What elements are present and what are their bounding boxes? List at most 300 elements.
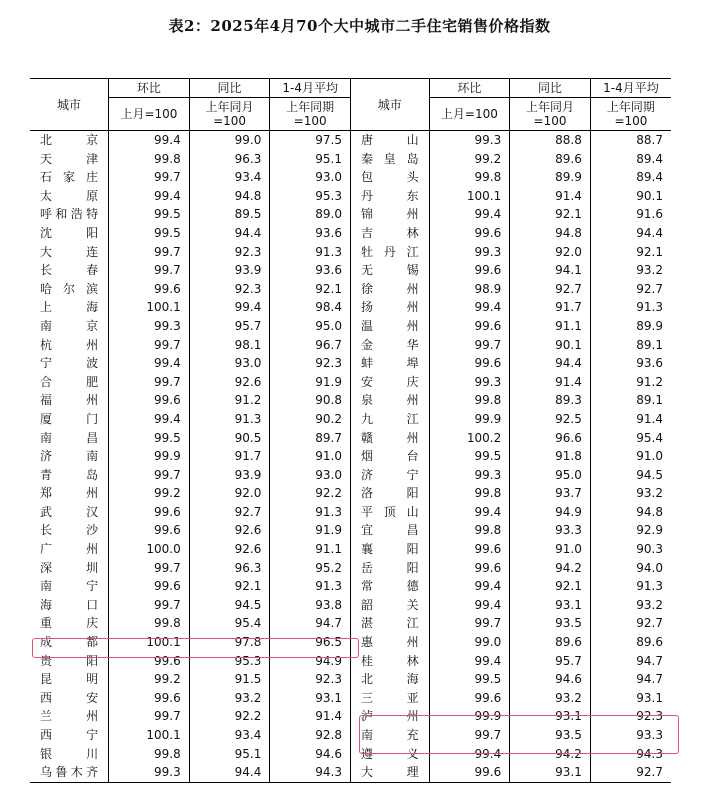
city-cell: 常德 xyxy=(350,577,429,596)
mom-cell: 99.4 xyxy=(109,187,190,206)
mom-cell: 99.7 xyxy=(109,559,190,578)
avg-header-left: 1-4月平均 xyxy=(270,79,351,98)
city-cell: 三亚 xyxy=(350,689,429,708)
table-row xyxy=(30,577,671,596)
city-cell: 牡丹江 xyxy=(350,243,429,262)
avg-cell: 94.0 xyxy=(590,559,671,578)
city-header-left: 城市 xyxy=(30,79,109,131)
city-cell: 贵阳 xyxy=(40,653,99,668)
avg-cell: 91.2 xyxy=(590,373,671,392)
mom-cell: 99.4 xyxy=(429,205,510,224)
yoy-cell: 92.7 xyxy=(510,280,591,299)
yoy-cell: 95.4 xyxy=(189,614,270,633)
city-cell: 深圳 xyxy=(40,560,99,575)
mom-cell: 99.6 xyxy=(109,689,190,708)
yoy-header-right: 同比 xyxy=(510,79,591,98)
avg-cell: 97.5 xyxy=(270,131,351,150)
city-cell: 长沙 xyxy=(40,523,99,538)
yoy-cell: 96.3 xyxy=(189,150,270,169)
mom-cell: 99.6 xyxy=(109,521,190,540)
table-row xyxy=(30,280,671,299)
city-cell: 银川 xyxy=(40,746,99,761)
mom-header-right: 环比 xyxy=(429,79,510,98)
yoy-cell: 90.5 xyxy=(189,429,270,448)
mom-cell: 100.1 xyxy=(109,726,190,745)
avg-cell: 94.5 xyxy=(590,466,671,485)
yoy-cell: 93.5 xyxy=(510,614,591,633)
yoy-cell: 95.1 xyxy=(189,745,270,764)
avg-cell: 93.0 xyxy=(270,168,351,187)
yoy-sub-left: 上年同月=100 xyxy=(189,98,270,131)
yoy-cell: 89.3 xyxy=(510,391,591,410)
city-cell: 南昌 xyxy=(40,430,99,445)
city-cell: 湛江 xyxy=(350,614,429,633)
yoy-cell: 96.6 xyxy=(510,429,591,448)
yoy-cell: 93.7 xyxy=(510,484,591,503)
table-row xyxy=(30,429,671,448)
yoy-cell: 94.2 xyxy=(510,559,591,578)
yoy-cell: 91.5 xyxy=(189,670,270,689)
city-cell: 北京 xyxy=(40,133,99,147)
yoy-sub-right: 上年同月=100 xyxy=(510,98,591,131)
avg-cell: 90.1 xyxy=(590,187,671,206)
yoy-cell: 93.4 xyxy=(189,168,270,187)
yoy-cell: 96.3 xyxy=(189,559,270,578)
yoy-cell: 94.8 xyxy=(510,224,591,243)
mom-cell: 99.6 xyxy=(429,689,510,708)
mom-cell: 100.2 xyxy=(429,429,510,448)
city-cell: 天津 xyxy=(40,151,99,166)
avg-cell: 93.1 xyxy=(270,689,351,708)
mom-cell: 99.8 xyxy=(429,168,510,187)
avg-cell: 94.8 xyxy=(590,503,671,522)
yoy-cell: 99.0 xyxy=(189,131,270,150)
yoy-cell: 93.5 xyxy=(510,726,591,745)
yoy-cell: 91.4 xyxy=(510,373,591,392)
city-cell: 温州 xyxy=(350,317,429,336)
avg-cell: 91.0 xyxy=(590,447,671,466)
city-cell: 昆明 xyxy=(40,672,99,687)
yoy-cell: 94.4 xyxy=(189,224,270,243)
city-cell: 郑州 xyxy=(40,486,99,501)
mom-cell: 99.7 xyxy=(429,614,510,633)
yoy-cell: 94.4 xyxy=(510,354,591,373)
city-cell: 重庆 xyxy=(40,616,99,631)
avg-cell: 89.1 xyxy=(590,336,671,355)
mom-cell: 99.6 xyxy=(109,503,190,522)
avg-cell: 92.1 xyxy=(590,243,671,262)
avg-cell: 92.7 xyxy=(590,763,671,782)
yoy-cell: 97.8 xyxy=(189,633,270,652)
yoy-cell: 92.6 xyxy=(189,540,270,559)
yoy-cell: 93.1 xyxy=(510,596,591,615)
city-cell: 乌鲁木齐 xyxy=(30,763,109,782)
mom-cell: 99.7 xyxy=(429,336,510,355)
mom-cell: 99.8 xyxy=(109,614,190,633)
yoy-cell: 92.5 xyxy=(510,410,591,429)
mom-cell: 99.6 xyxy=(429,763,510,782)
city-cell: 烟台 xyxy=(350,447,429,466)
yoy-cell: 93.0 xyxy=(189,354,270,373)
table-row xyxy=(30,391,671,410)
avg-cell: 91.3 xyxy=(270,243,351,262)
table-row xyxy=(30,540,671,559)
yoy-cell: 89.6 xyxy=(510,633,591,652)
mom-cell: 99.6 xyxy=(109,391,190,410)
mom-cell: 99.8 xyxy=(429,484,510,503)
yoy-cell: 91.3 xyxy=(189,410,270,429)
mom-cell: 99.7 xyxy=(429,726,510,745)
table-row xyxy=(30,336,671,355)
city-cell: 岳阳 xyxy=(350,559,429,578)
avg-cell: 89.6 xyxy=(590,633,671,652)
mom-cell: 100.1 xyxy=(109,633,190,652)
yoy-cell: 91.2 xyxy=(189,391,270,410)
mom-cell: 99.4 xyxy=(429,596,510,615)
city-cell: 长春 xyxy=(40,263,99,278)
city-cell: 赣州 xyxy=(350,429,429,448)
city-cell: 惠州 xyxy=(350,633,429,652)
city-cell: 无锡 xyxy=(350,261,429,280)
avg-cell: 92.8 xyxy=(270,726,351,745)
mom-cell: 99.7 xyxy=(109,707,190,726)
city-cell: 洛阳 xyxy=(350,484,429,503)
city-cell: 金华 xyxy=(350,336,429,355)
city-cell: 南宁 xyxy=(40,579,99,594)
table-row xyxy=(30,298,671,317)
yoy-cell: 94.1 xyxy=(510,261,591,280)
avg-cell: 93.3 xyxy=(590,726,671,745)
mom-cell: 99.6 xyxy=(429,224,510,243)
yoy-cell: 95.3 xyxy=(189,652,270,671)
avg-cell: 91.3 xyxy=(270,503,351,522)
yoy-cell: 89.9 xyxy=(510,168,591,187)
avg-cell: 88.7 xyxy=(590,131,671,150)
avg-cell: 95.3 xyxy=(270,187,351,206)
table-row xyxy=(30,763,671,782)
mom-cell: 100.1 xyxy=(429,187,510,206)
mom-cell: 99.4 xyxy=(109,354,190,373)
mom-cell: 99.9 xyxy=(429,410,510,429)
mom-cell: 99.3 xyxy=(109,317,190,336)
city-cell: 丹东 xyxy=(350,187,429,206)
table-row xyxy=(30,596,671,615)
yoy-cell: 92.2 xyxy=(189,707,270,726)
avg-cell: 92.7 xyxy=(590,614,671,633)
avg-cell: 92.7 xyxy=(590,280,671,299)
table-row xyxy=(30,633,671,652)
yoy-cell: 93.2 xyxy=(510,689,591,708)
table-row xyxy=(30,484,671,503)
mom-cell: 99.5 xyxy=(109,429,190,448)
mom-cell: 99.8 xyxy=(109,150,190,169)
yoy-cell: 98.1 xyxy=(189,336,270,355)
mom-cell: 99.4 xyxy=(109,131,190,150)
city-cell: 包头 xyxy=(350,168,429,187)
mom-cell: 99.9 xyxy=(429,707,510,726)
yoy-cell: 95.7 xyxy=(510,652,591,671)
mom-cell: 99.7 xyxy=(109,261,190,280)
mom-cell: 99.4 xyxy=(429,298,510,317)
city-cell: 扬州 xyxy=(350,298,429,317)
city-cell: 太原 xyxy=(40,188,99,203)
table-row xyxy=(30,652,671,671)
mom-cell: 100.1 xyxy=(109,298,190,317)
city-cell: 上海 xyxy=(40,300,99,315)
mom-cell: 99.2 xyxy=(109,670,190,689)
avg-cell: 93.2 xyxy=(590,261,671,280)
yoy-header-left: 同比 xyxy=(189,79,270,98)
avg-cell: 94.4 xyxy=(590,224,671,243)
avg-cell: 90.3 xyxy=(590,540,671,559)
mom-cell: 99.4 xyxy=(429,745,510,764)
mom-sub-right: 上月=100 xyxy=(429,98,510,131)
city-cell: 大连 xyxy=(40,244,99,259)
avg-cell: 89.7 xyxy=(270,429,351,448)
avg-cell: 93.2 xyxy=(590,596,671,615)
city-cell: 南充 xyxy=(350,726,429,745)
city-cell: 锦州 xyxy=(350,205,429,224)
table-row xyxy=(30,614,671,633)
table-row xyxy=(30,707,671,726)
mom-cell: 99.4 xyxy=(429,577,510,596)
table-row xyxy=(30,466,671,485)
city-cell: 福州 xyxy=(40,393,99,408)
yoy-cell: 92.6 xyxy=(189,521,270,540)
avg-cell: 95.0 xyxy=(270,317,351,336)
avg-cell: 93.8 xyxy=(270,596,351,615)
city-cell: 哈尔滨 xyxy=(40,281,99,296)
mom-cell: 99.5 xyxy=(429,447,510,466)
yoy-cell: 92.3 xyxy=(189,280,270,299)
table-row xyxy=(30,205,671,224)
city-cell: 武汉 xyxy=(40,504,99,519)
city-cell: 西安 xyxy=(40,690,99,705)
yoy-cell: 91.1 xyxy=(510,317,591,336)
yoy-cell: 93.1 xyxy=(510,707,591,726)
mom-cell: 99.6 xyxy=(109,577,190,596)
avg-cell: 94.7 xyxy=(590,652,671,671)
yoy-cell: 93.4 xyxy=(189,726,270,745)
mom-cell: 99.6 xyxy=(429,261,510,280)
yoy-cell: 90.1 xyxy=(510,336,591,355)
yoy-cell: 92.1 xyxy=(189,577,270,596)
avg-cell: 91.3 xyxy=(270,577,351,596)
avg-cell: 89.1 xyxy=(590,391,671,410)
yoy-cell: 88.8 xyxy=(510,131,591,150)
table-row xyxy=(30,410,671,429)
city-cell: 合肥 xyxy=(40,374,99,389)
city-cell: 西宁 xyxy=(40,728,99,742)
table-row xyxy=(30,224,671,243)
mom-sub-left: 上月=100 xyxy=(109,98,190,131)
yoy-cell: 91.0 xyxy=(510,540,591,559)
table-row xyxy=(30,354,671,373)
city-cell: 北海 xyxy=(350,670,429,689)
table-row xyxy=(30,670,671,689)
avg-cell: 95.4 xyxy=(590,429,671,448)
table-row xyxy=(30,521,671,540)
mom-cell: 99.3 xyxy=(429,466,510,485)
table-row xyxy=(30,150,671,169)
city-cell: 石家庄 xyxy=(40,170,99,185)
yoy-cell: 95.7 xyxy=(189,317,270,336)
city-cell: 海口 xyxy=(40,597,99,612)
avg-cell: 91.3 xyxy=(590,577,671,596)
yoy-cell: 89.5 xyxy=(189,205,270,224)
avg-cell: 90.2 xyxy=(270,410,351,429)
avg-cell: 93.6 xyxy=(590,354,671,373)
mom-cell: 99.7 xyxy=(109,596,190,615)
yoy-cell: 92.0 xyxy=(189,484,270,503)
mom-cell: 99.6 xyxy=(429,354,510,373)
mom-cell: 99.7 xyxy=(109,466,190,485)
mom-cell: 99.5 xyxy=(109,205,190,224)
avg-cell: 92.3 xyxy=(270,354,351,373)
city-cell: 平顶山 xyxy=(350,503,429,522)
avg-cell: 92.1 xyxy=(270,280,351,299)
avg-cell: 94.3 xyxy=(590,745,671,764)
mom-cell: 99.4 xyxy=(109,410,190,429)
avg-cell: 93.1 xyxy=(590,689,671,708)
city-cell: 杭州 xyxy=(40,337,99,352)
mom-cell: 99.6 xyxy=(109,652,190,671)
mom-cell: 99.7 xyxy=(109,168,190,187)
avg-cell: 94.9 xyxy=(270,652,351,671)
avg-cell: 89.0 xyxy=(270,205,351,224)
avg-cell: 96.5 xyxy=(270,633,351,652)
yoy-cell: 91.4 xyxy=(510,187,591,206)
table-row xyxy=(30,187,671,206)
mom-cell: 99.5 xyxy=(429,670,510,689)
avg-cell: 95.1 xyxy=(270,150,351,169)
yoy-cell: 93.1 xyxy=(510,763,591,782)
avg-cell: 92.9 xyxy=(590,521,671,540)
city-header-right: 城市 xyxy=(350,79,429,131)
yoy-cell: 95.0 xyxy=(510,466,591,485)
avg-cell: 98.4 xyxy=(270,298,351,317)
avg-cell: 89.9 xyxy=(590,317,671,336)
avg-header-right: 1-4月平均 xyxy=(590,79,671,98)
mom-cell: 99.2 xyxy=(109,484,190,503)
table-row xyxy=(30,689,671,708)
mom-cell: 99.8 xyxy=(109,745,190,764)
city-cell: 遵义 xyxy=(350,745,429,764)
table-row xyxy=(30,726,671,745)
avg-cell: 91.4 xyxy=(270,707,351,726)
avg-cell: 92.2 xyxy=(270,484,351,503)
table-row xyxy=(30,168,671,187)
yoy-cell: 93.3 xyxy=(510,521,591,540)
table-row xyxy=(30,373,671,392)
yoy-cell: 92.7 xyxy=(189,503,270,522)
mom-cell: 99.3 xyxy=(429,373,510,392)
yoy-cell: 92.0 xyxy=(510,243,591,262)
city-cell: 广州 xyxy=(40,542,99,557)
yoy-cell: 91.7 xyxy=(189,447,270,466)
mom-cell: 99.4 xyxy=(429,652,510,671)
avg-cell: 93.2 xyxy=(590,484,671,503)
yoy-cell: 94.6 xyxy=(510,670,591,689)
table-row xyxy=(30,447,671,466)
city-cell: 宁波 xyxy=(40,356,99,371)
avg-cell: 91.4 xyxy=(590,410,671,429)
city-cell: 沈阳 xyxy=(40,225,99,240)
mom-cell: 99.4 xyxy=(429,503,510,522)
yoy-cell: 92.1 xyxy=(510,205,591,224)
avg-cell: 91.6 xyxy=(590,205,671,224)
avg-cell: 93.6 xyxy=(270,261,351,280)
yoy-cell: 94.5 xyxy=(189,596,270,615)
avg-cell: 91.1 xyxy=(270,540,351,559)
mom-cell: 99.3 xyxy=(429,131,510,150)
city-cell: 韶关 xyxy=(350,596,429,615)
table-row xyxy=(30,503,671,522)
mom-cell: 99.9 xyxy=(109,447,190,466)
city-cell: 青岛 xyxy=(40,467,99,482)
mom-cell: 99.7 xyxy=(109,373,190,392)
yoy-cell: 94.8 xyxy=(189,187,270,206)
avg-cell: 91.3 xyxy=(590,298,671,317)
mom-cell: 98.9 xyxy=(429,280,510,299)
mom-cell: 99.8 xyxy=(429,521,510,540)
avg-cell: 94.3 xyxy=(270,763,351,782)
yoy-cell: 91.8 xyxy=(510,447,591,466)
city-cell: 济南 xyxy=(40,449,99,464)
city-cell: 徐州 xyxy=(350,280,429,299)
mom-cell: 99.8 xyxy=(429,391,510,410)
mom-cell: 99.3 xyxy=(109,763,190,782)
avg-cell: 91.0 xyxy=(270,447,351,466)
city-cell: 宜昌 xyxy=(350,521,429,540)
mom-cell: 99.6 xyxy=(429,317,510,336)
yoy-cell: 93.2 xyxy=(189,689,270,708)
table-row xyxy=(30,131,671,150)
avg-cell: 94.6 xyxy=(270,745,351,764)
avg-cell: 89.4 xyxy=(590,168,671,187)
city-cell: 厦门 xyxy=(40,411,99,426)
table-row xyxy=(30,243,671,262)
yoy-cell: 94.9 xyxy=(510,503,591,522)
table-row xyxy=(30,745,671,764)
avg-cell: 89.4 xyxy=(590,150,671,169)
avg-cell: 96.7 xyxy=(270,336,351,355)
mom-cell: 99.5 xyxy=(109,224,190,243)
avg-cell: 91.9 xyxy=(270,521,351,540)
city-cell: 泸州 xyxy=(350,707,429,726)
mom-cell: 99.2 xyxy=(429,150,510,169)
table-row xyxy=(30,559,671,578)
avg-cell: 93.6 xyxy=(270,224,351,243)
table-title: 表2：2025年4月70个大中城市二手住宅销售价格指数 xyxy=(168,17,551,35)
mom-cell: 99.0 xyxy=(429,633,510,652)
city-cell: 吉林 xyxy=(350,224,429,243)
city-cell: 桂林 xyxy=(350,652,429,671)
yoy-cell: 99.4 xyxy=(189,298,270,317)
table-row xyxy=(30,317,671,336)
city-cell: 泉州 xyxy=(350,391,429,410)
city-cell: 九江 xyxy=(350,410,429,429)
yoy-cell: 89.6 xyxy=(510,150,591,169)
avg-cell: 95.2 xyxy=(270,559,351,578)
yoy-cell: 93.9 xyxy=(189,466,270,485)
avg-cell: 94.7 xyxy=(270,614,351,633)
avg-cell: 91.9 xyxy=(270,373,351,392)
avg-cell: 94.7 xyxy=(590,670,671,689)
yoy-cell: 92.1 xyxy=(510,577,591,596)
city-cell: 襄阳 xyxy=(350,540,429,559)
mom-cell: 99.6 xyxy=(109,280,190,299)
